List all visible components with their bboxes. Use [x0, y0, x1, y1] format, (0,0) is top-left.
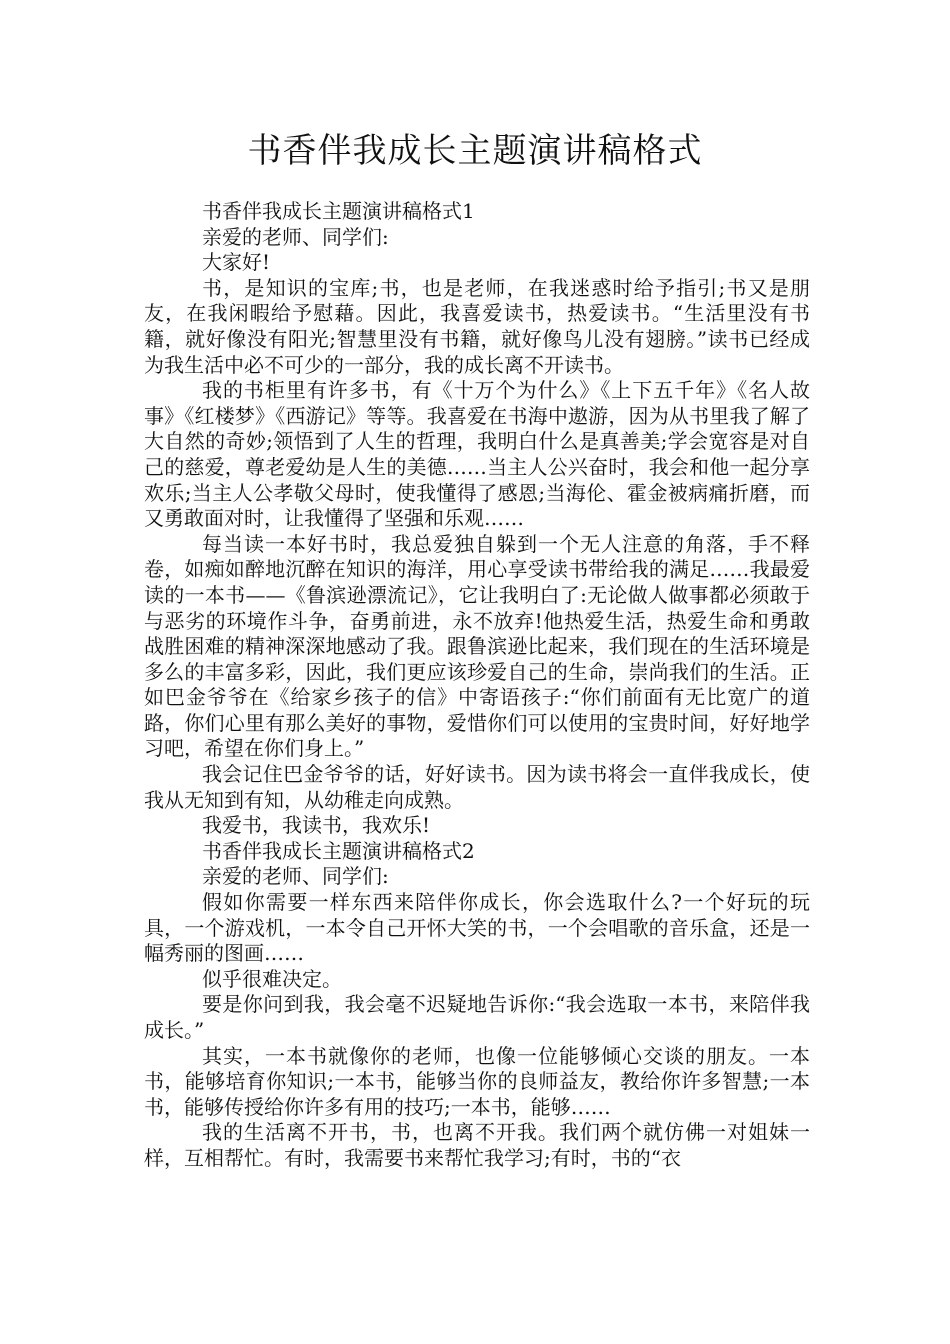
salutation: 亲爱的老师、同学们:	[202, 864, 389, 889]
paragraph: 我的生活离不开书，书，也离不开我。我们两个就仿佛一对姐妹一样，互相帮忙。有时，我需要书来帮忙我学习;有时，书的“衣	[144, 1120, 810, 1170]
section-heading-1: 书香伴我成长主题演讲稿格式1	[202, 199, 475, 223]
document-body	[144, 199, 810, 1172]
paragraph: 我爱书，我读书，我欢乐!	[202, 813, 431, 838]
paragraph: 我的书柜里有许多书，有《十万个为什么》《上下五千年》《名人故事》《红楼梦》《西游记》等等。我喜爱在书海中遨游，因为从书里我了解了大自然的奇妙;领悟到了人生的哲理，我明白什么是真善美;学会宽容是对自己的慈爱，尊老爱幼是人生的美德……当主人公兴奋时，我会和他一起分享欢乐;当主人公孝敬父母时，使我懂得了感恩;当海伦、霍金被病痛折磨，而又勇敢面对时，让我懂得了坚强和乐观……	[144, 378, 810, 531]
paragraph: 要是你问到我，我会毫不迟疑地告诉你:“我会选取一本书，来陪伴我成长。”	[144, 992, 810, 1042]
paragraph: 似乎很难决定。	[202, 966, 342, 991]
paragraph: 每当读一本好书时，我总爱独自躲到一个无人注意的角落，手不释卷，如痴如醉地沉醉在知识的海洋，用心享受读书带给我的满足……我最爱读的一本书——《鲁滨逊漂流记》，它让我明白了:无论做人做事都必须敢于与恶劣的环境作斗争，奋勇前进，永不放弃!他热爱生活，热爱生命和勇敢战胜困难的精神深深地感动了我。跟鲁滨逊比起来，我们现在的生活环境是多么的丰富多彩，因此，我们更应该珍爱自己的生命，崇尚我们的生活。正如巴金爷爷在《给家乡孩子的信》中寄语孩子:“你们前面有无比宽广的道路，你们心里有那么美好的事物，爱惜你们可以使用的宝贵时间，好好地学习吧，希望在你们身上。”	[144, 531, 810, 761]
paragraph: 我会记住巴金爷爷的话，好好读书。因为读书将会一直伴我成长，使我从无知到有知，从幼稚走向成熟。	[144, 762, 810, 812]
salutation: 亲爱的老师、同学们:	[202, 224, 389, 249]
document-title: 书香伴我成长主题演讲稿格式	[247, 131, 703, 171]
greeting: 大家好!	[202, 250, 271, 275]
paragraph: 假如你需要一样东西来陪伴你成长，你会选取什么?一个好玩的玩具，一个游戏机，一本令自己开怀大笑的书，一个会唱歌的音乐盒，还是一幅秀丽的图画……	[144, 890, 810, 966]
paragraph: 其实，一本书就像你的老师，也像一位能够倾心交谈的朋友。一本书，能够培育你知识;一本书，能够当你的良师益友，教给你许多智慧;一本书，能够传授给你许多有用的技巧;一本书，能够……	[144, 1043, 810, 1119]
paragraph: 书，是知识的宝库;书，也是老师，在我迷惑时给予指引;书又是朋友，在我闲暇给予慰藉。因此，我喜爱读书，热爱读书。“生活里没有书籍，就好像没有阳光;智慧里没有书籍，就好像鸟儿没有翅膀。”读书已经成为我生活中必不可少的一部分，我的成长离不开读书。	[144, 275, 810, 377]
section-heading-2: 书香伴我成长主题演讲稿格式2	[202, 838, 475, 863]
